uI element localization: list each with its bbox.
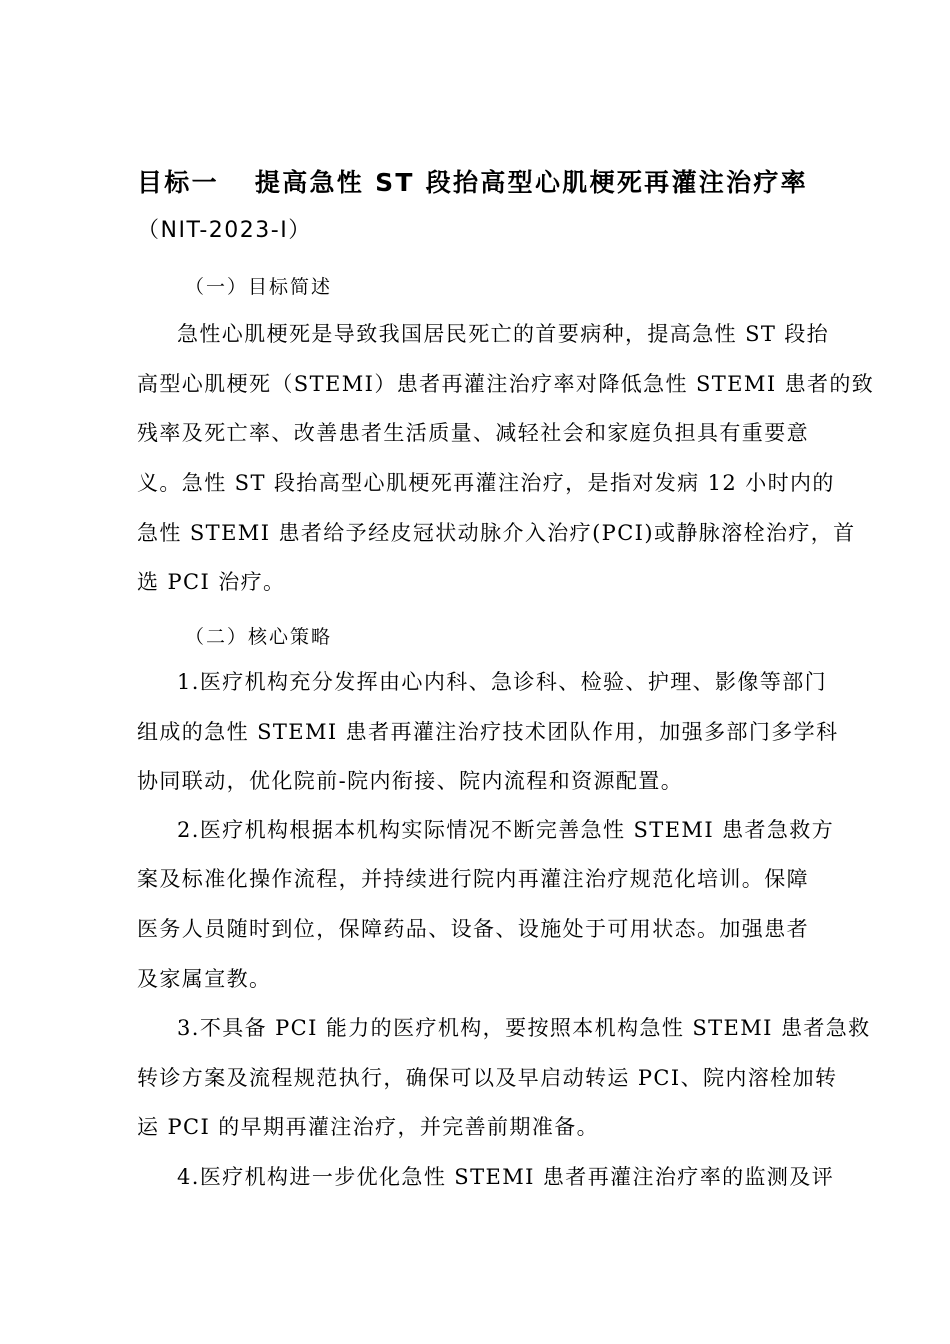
paragraph-line: 3.不具备 PCI 能力的医疗机构，要按照本机构急性 STEMI 患者急救 (177, 1016, 871, 1040)
title-code: （NIT-2023-Ⅰ） (137, 218, 312, 243)
paragraph-line: 医务人员随时到位，保障药品、设备、设施处于可用状态。加强患者 (137, 917, 809, 941)
paragraph-line: 高型心肌梗死（STEMI）患者再灌注治疗率对降低急性 STEMI 患者的致 (137, 372, 875, 396)
paragraph-line: 2.医疗机构根据本机构实际情况不断完善急性 STEMI 患者急救方 (177, 818, 835, 842)
section-heading-strategy: （二）核心策略 (185, 626, 333, 648)
paragraph-line: 1.医疗机构充分发挥由心内科、急诊科、检验、护理、影像等部门 (177, 670, 828, 694)
paragraph-line: 急性心肌梗死是导致我国居民死亡的首要病种，提高急性 ST 段抬 (177, 322, 830, 346)
paragraph-line: 义。急性 ST 段抬高型心肌梗死再灌注治疗，是指对发病 12 小时内的 (137, 471, 835, 495)
title-label: 目标一 (137, 168, 219, 197)
title-text: 提高急性 ST 段抬高型心肌梗死再灌注治疗率 (254, 168, 808, 197)
paragraph-line: 转诊方案及流程规范执行，确保可以及早启动转运 PCI、院内溶栓加转 (137, 1066, 838, 1090)
paragraph-line: 选 PCI 治疗。 (137, 570, 286, 594)
section-heading-summary: （一）目标简述 (185, 276, 333, 298)
paragraph-line: 案及标准化操作流程，并持续进行院内再灌注治疗规范化培训。保障 (137, 867, 809, 891)
paragraph-line: 残率及死亡率、改善患者生活质量、减轻社会和家庭负担具有重要意 (137, 421, 809, 445)
page-title (137, 168, 827, 198)
paragraph-line: 4.医疗机构进一步优化急性 STEMI 患者再灌注治疗率的监测及评 (177, 1165, 835, 1189)
paragraph-line: 急性 STEMI 患者给予经皮冠状动脉介入治疗(PCI)或静脉溶栓治疗，首 (137, 521, 856, 545)
paragraph-line: 协同联动，优化院前-院内衔接、院内流程和资源配置。 (137, 769, 684, 793)
paragraph-line: 及家属宣教。 (137, 967, 272, 991)
paragraph-line: 运 PCI 的早期再灌注治疗，并完善前期准备。 (137, 1115, 600, 1139)
paragraph-line: 组成的急性 STEMI 患者再灌注治疗技术团队作用，加强多部门多学科 (137, 720, 839, 744)
